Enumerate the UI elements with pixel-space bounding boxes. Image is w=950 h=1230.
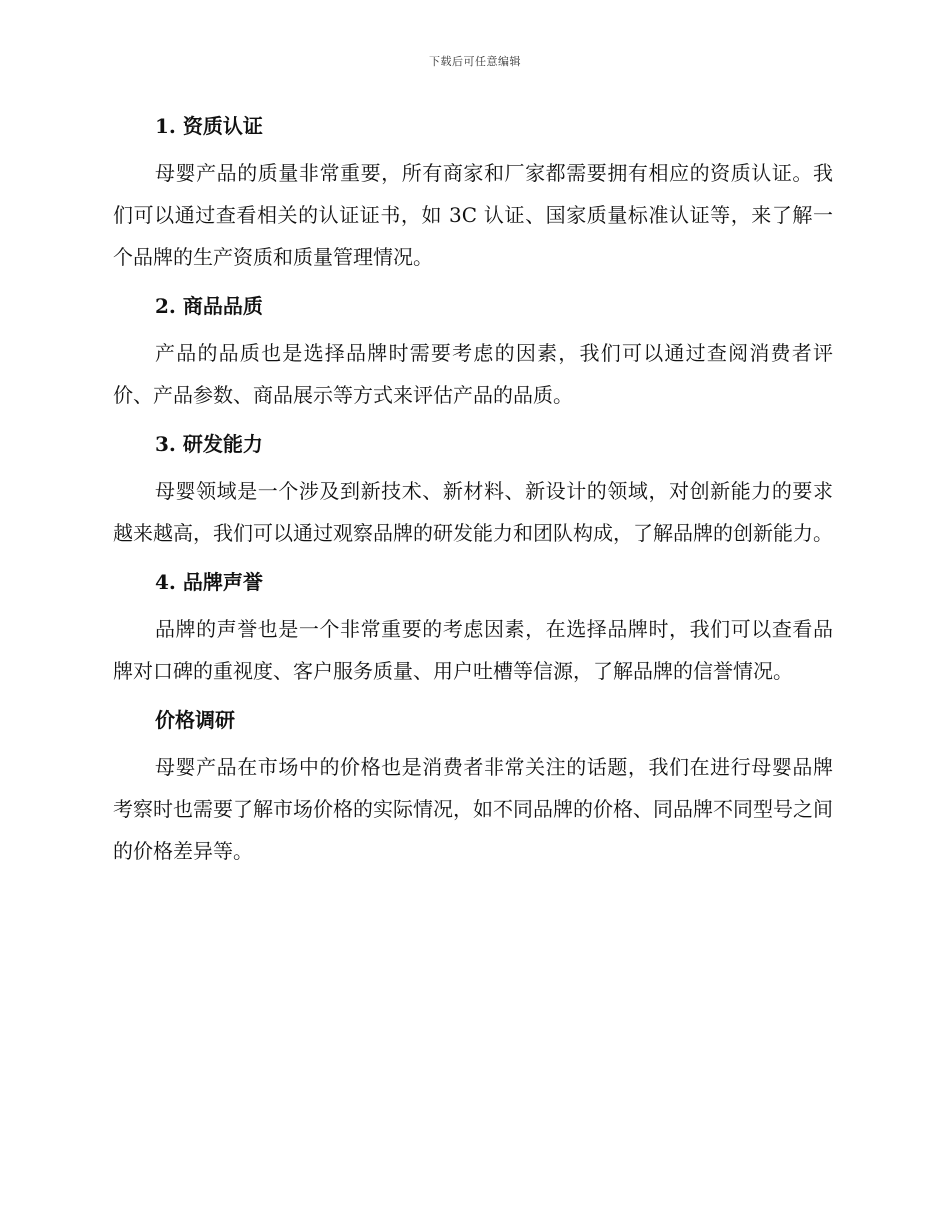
section-heading: 3. 研发能力 [155,432,263,456]
section-brand-reputation [113,566,833,692]
section-heading: 2. 商品品质 [155,294,263,318]
page-header: 下载后可任意编辑 [429,55,521,68]
section-paragraph: 品牌的声誉也是一个非常重要的考虑因素，在选择品牌时，我们可以查看品牌对口碑的重视度、客户服务质量、用户吐槽等信源，了解品牌的信誉情况。 [113,617,833,683]
section-paragraph: 母婴产品在市场中的价格也是消费者非常关注的话题，我们在进行母婴品牌考察时也需要了解市场价格的实际情况，如不同品牌的价格、同品牌不同型号之间的价格差异等。 [113,755,833,863]
section-product-quality [113,290,833,416]
section-paragraph: 产品的品质也是选择品牌时需要考虑的因素，我们可以通过查阅消费者评价、产品参数、商品展示等方式来评估产品的品质。 [113,341,833,407]
section-rd-capability [113,428,833,554]
section-paragraph: 母婴领域是一个涉及到新技术、新材料、新设计的领域，对创新能力的要求越来越高，我们可以通过观察品牌的研发能力和团队构成，了解品牌的创新能力。 [113,479,833,545]
section-heading: 1. 资质认证 [155,114,263,138]
section-heading: 价格调研 [155,708,235,732]
section-paragraph: 母婴产品的质量非常重要，所有商家和厂家都需要拥有相应的资质认证。我们可以通过查看相关的认证证书，如 3C 认证、国家质量标准认证等，来了解一个品牌的生产资质和质量管理情况。 [113,161,833,269]
section-qualification [113,110,833,278]
section-heading: 4. 品牌声誉 [155,570,263,594]
section-price-research [113,704,833,872]
document-body [113,110,833,884]
